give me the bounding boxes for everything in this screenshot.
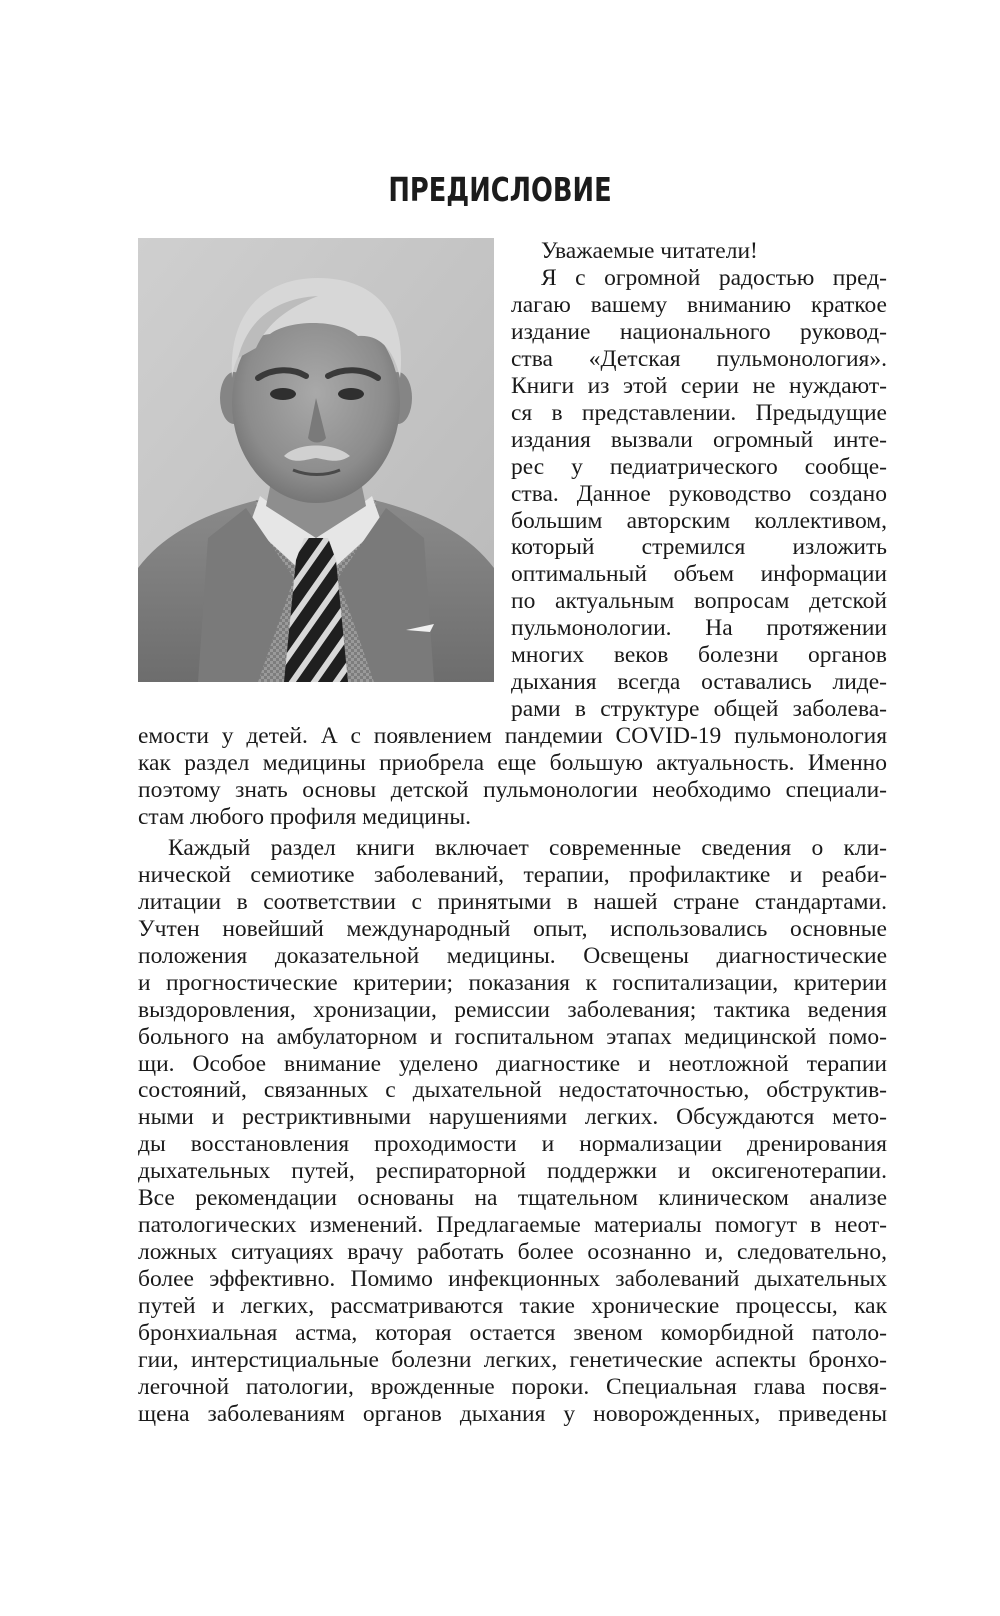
text-line: емости у детей. А с появлением пандемии COVID-19 пульмонология (138, 723, 887, 750)
text-line: Каждый раздел книги включает современные сведения о кли- (168, 834, 887, 861)
text-line: состояний, связанных с дыхательной недостаточностью, обструктив- (138, 1077, 887, 1104)
text-line: легочной патологии, врожденные пороки. Специальная глава посвя- (138, 1373, 887, 1400)
text-line: ными и рестриктивными нарушениями легких. Обсуждаются мето- (138, 1104, 887, 1131)
text-line: Я с огромной радостью пред- (541, 264, 887, 291)
text-line: пульмонологии. На протяжении (511, 615, 887, 642)
text-line: и прогностические критерии; показания к госпитализации, критерии (138, 969, 887, 996)
text-line: Учтен новейший международный опыт, использовались основные (138, 915, 887, 942)
text-line: ся в представлении. Предыдущие (511, 399, 887, 426)
text-line: больного на амбулаторном и госпитальном этапах медицинской помо- (138, 1023, 887, 1050)
text-line: выздоровления, хронизации, ремиссии заболевания; тактика ведения (138, 996, 887, 1023)
text-line: как раздел медицины приобрела еще большую актуальность. Именно (138, 750, 887, 777)
text-line: более эффективно. Помимо инфекционных заболеваний дыхательных (138, 1266, 887, 1293)
text-line: стам любого профиля медицины. (138, 803, 472, 830)
text-line: поэтому знать основы детской пульмонологии необходимо специали- (138, 777, 887, 803)
text-line: который стремился изложить (511, 534, 887, 561)
text-line: нической семиотике заболеваний, терапии, профилактике и реаби- (138, 861, 887, 888)
text-line: лагаю вашему вниманию краткое (511, 291, 887, 318)
text-line: рами в структуре общей заболева- (511, 696, 887, 723)
author-portrait (138, 238, 494, 682)
text-line: Книги из этой серии не нуждают- (511, 372, 887, 399)
text-line: издание национального руковод- (511, 318, 887, 345)
text-line: дыхательных путей, респираторной поддержки и оксигенотерапии. (138, 1158, 887, 1185)
text-line: путей и легких, рассматриваются такие хронические процессы, как (138, 1293, 887, 1320)
text-line: ства «Детская пульмонология». (511, 345, 887, 372)
page-title: ПРЕДИСЛОВИЕ (388, 170, 612, 209)
text-line: дыхания всегда оставались лиде- (511, 669, 887, 696)
text-line: ства. Данное руководство создано (511, 480, 887, 507)
text-line: Уважаемые читатели! (541, 238, 758, 264)
text-line: литации в соответствии с принятыми в нашей стране стандартами. (138, 888, 887, 915)
text-line: гии, интерстициальные болезни легких, генетические аспекты бронхо- (138, 1346, 887, 1373)
text-line: щена заболеваниям органов дыхания у новорожденных, приведены (138, 1400, 887, 1427)
text-line: многих веков болезни органов (511, 642, 887, 669)
text-line: бронхиальная астма, которая остается звеном коморбидной патоло- (138, 1320, 887, 1346)
text-line: ды восстановления проходимости и нормализации дренирования (138, 1131, 887, 1158)
text-line: патологических изменений. Предлагаемые материалы помогут в неот- (138, 1212, 887, 1239)
text-line: большим авторским коллективом, (511, 507, 887, 534)
text-line: ложных ситуациях врачу работать более осознанно и, следовательно, (138, 1239, 887, 1266)
text-line: по актуальным вопросам детской (511, 588, 887, 615)
text-line: оптимальный объем информации (511, 561, 887, 588)
text-line: щи. Особое внимание уделено диагностике и неотложной терапии (138, 1050, 887, 1077)
text-line: положения доказательной медицины. Освещены диагностические (138, 942, 887, 969)
text-line: издания вызвали огромный инте- (511, 426, 887, 453)
text-line: Все рекомендации основаны на тщательном клиническом анализе (138, 1185, 887, 1212)
text-line: рес у педиатрического сообще- (511, 453, 887, 480)
